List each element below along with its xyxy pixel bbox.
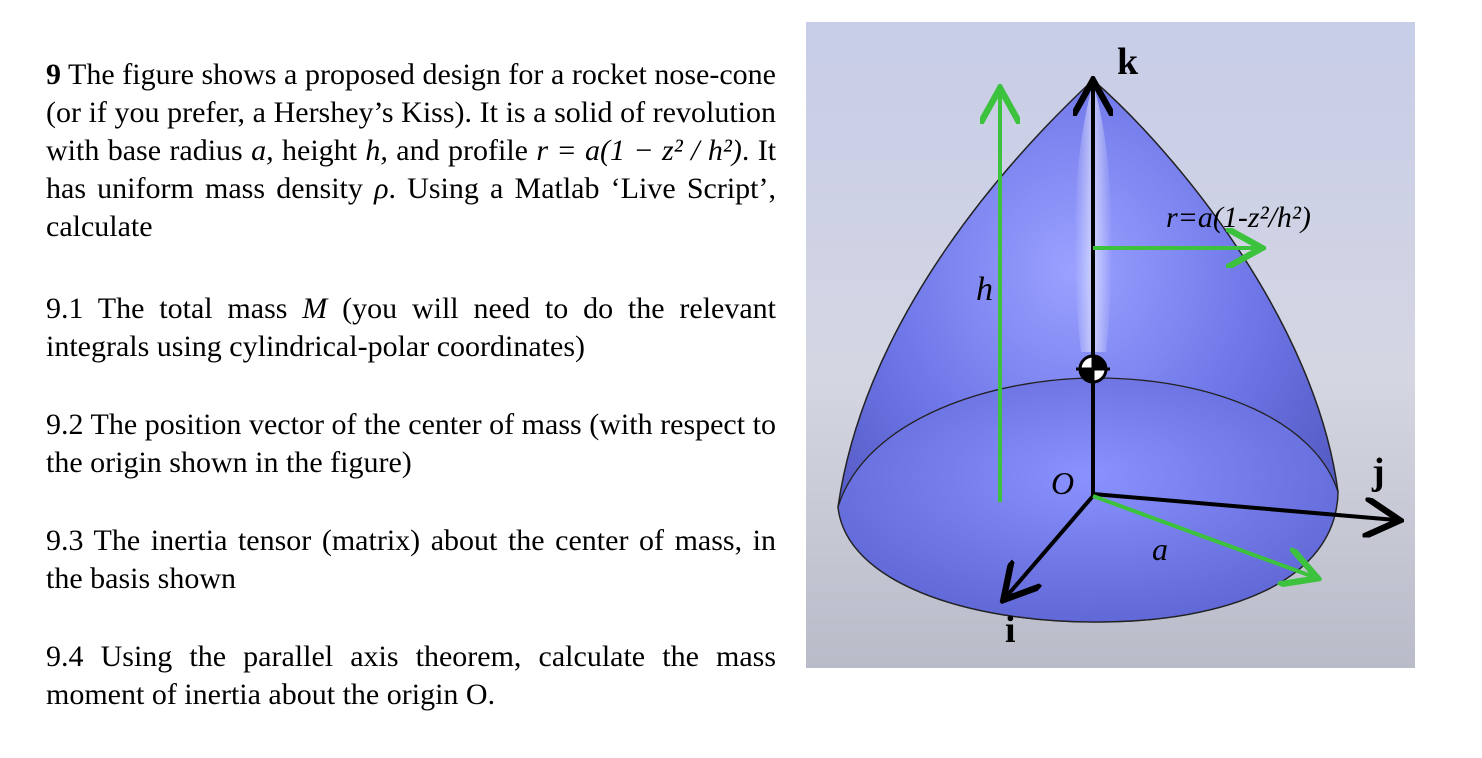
part-9-3 bbox=[46, 522, 776, 598]
label-a: a bbox=[1152, 531, 1168, 567]
intro-text-3: and bbox=[396, 134, 440, 167]
part-text: Using the parallel axis theorem, calculate the mass moment of inertia about the origin O. bbox=[46, 640, 776, 711]
label-j: j bbox=[1372, 451, 1385, 493]
label-k: k bbox=[1117, 41, 1139, 83]
problem-text bbox=[46, 56, 776, 714]
profile-label: profile bbox=[448, 134, 528, 167]
rho-symbol: ρ bbox=[374, 172, 389, 205]
part-9-4 bbox=[46, 638, 776, 714]
part-text-post: (you will need to do the relevant integrals using cylindrical-polar coordinates) bbox=[46, 292, 777, 363]
var-h: h, bbox=[365, 134, 388, 167]
part-text: The position vector of the center of mass (with respect to the origin shown in the figure) bbox=[46, 408, 776, 479]
intro-text-1: The figure shows a proposed design for a rocket nose-cone (or if you prefer, a Hershey’s Kiss). It is a solid of revolution with base radius bbox=[46, 58, 776, 167]
intro-text-2: height bbox=[282, 134, 358, 167]
label-i: i bbox=[1005, 609, 1016, 651]
part-9-2 bbox=[46, 406, 776, 482]
part-9-1 bbox=[46, 290, 776, 366]
problem-intro bbox=[46, 56, 776, 246]
label-h: h bbox=[976, 271, 993, 308]
mass-symbol: M bbox=[302, 292, 328, 325]
problem-number: 9 bbox=[46, 58, 61, 91]
part-number: 9.2 bbox=[46, 408, 84, 441]
label-profile: r=a(1-z²/h²) bbox=[1166, 201, 1311, 234]
part-number: 9.3 bbox=[46, 524, 84, 557]
var-a: a, bbox=[251, 134, 274, 167]
part-text: The total mass bbox=[97, 292, 288, 325]
intro-text-5: . Using a Matlab ‘Live Script’, calculate bbox=[46, 172, 776, 243]
profile-formula: r = a(1 − z² / h²) bbox=[536, 134, 742, 167]
part-number: 9.4 bbox=[46, 640, 84, 673]
nose-cone-figure bbox=[806, 22, 1415, 668]
part-text: The inertia tensor (matrix) about the center of mass, in the basis shown bbox=[46, 524, 776, 595]
label-O: O bbox=[1051, 465, 1075, 501]
intro-text-4: . It has uniform mass density bbox=[46, 134, 777, 205]
part-number: 9.1 bbox=[46, 292, 84, 325]
